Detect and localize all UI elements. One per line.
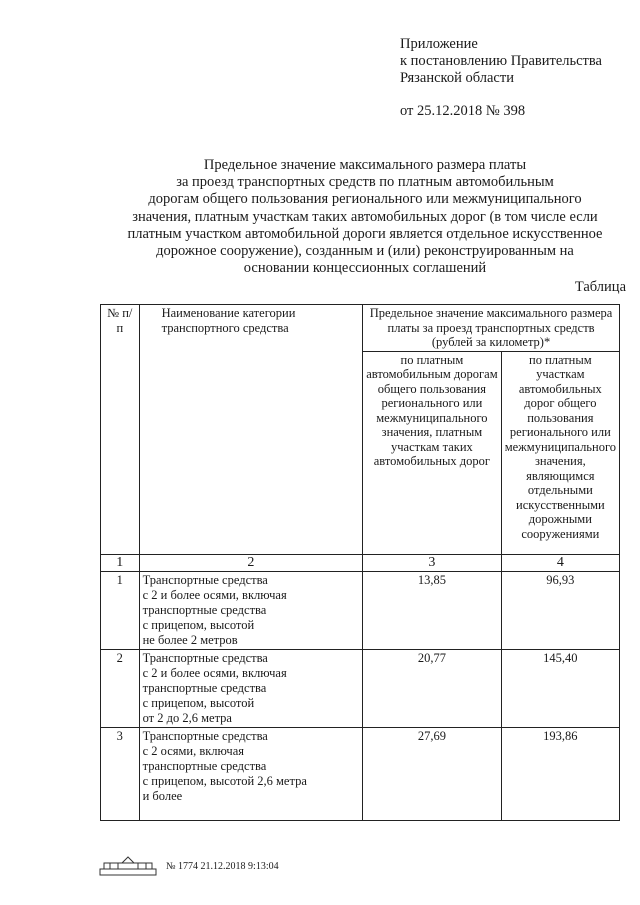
title-line: основании концессионных соглашений <box>243 260 487 277</box>
table-row <box>101 649 620 727</box>
annex-header <box>400 36 635 120</box>
category-line: транспортные средства <box>142 758 267 773</box>
category-line: с 2 осями, включая <box>142 743 244 758</box>
title-line: дорожное сооружение), созданным и (или) реконструированным на <box>156 243 574 260</box>
category-line: Транспортные средства <box>142 728 268 743</box>
category-line: и более <box>142 788 183 803</box>
title-line: за проезд транспортных средств по платным автомобильным <box>176 174 554 191</box>
category-line: с 2 и более осями, включая <box>142 587 287 602</box>
title-line: Предельное значение максимального размера платы <box>203 157 527 173</box>
category-line: Транспортные средства <box>142 650 268 665</box>
row-num: 3 <box>101 727 140 820</box>
row-value-structures: 145,40 <box>501 649 619 727</box>
table-header-row <box>101 305 620 352</box>
registration-text: № 1774 21.12.2018 9:13:04 <box>166 860 279 872</box>
title-line: дорогам общего пользования регионального или межмуниципального <box>148 191 582 208</box>
category-line: Транспортные средства <box>142 572 268 587</box>
category-line: не более 2 метров <box>142 632 238 647</box>
header-roads: по платным автомобильным дорогам общего пользования регионального или межмуниципального значения, платным участкам таких автомобильных дорог <box>363 351 502 554</box>
column-number: 2 <box>139 554 363 571</box>
category-line: с прицепом, высотой 2,6 метра <box>142 773 307 788</box>
column-number: 1 <box>101 554 140 571</box>
row-category <box>139 571 363 649</box>
category-line: от 2 до 2,6 метра <box>142 710 232 725</box>
title-line: значения, платным участкам таких автомобильных дорог (в том числе если <box>132 208 598 225</box>
header-max-value: Предельное значение максимального размера платы за проезд транспортных средств (рублей за километр)* <box>363 305 620 352</box>
row-num: 1 <box>101 571 140 649</box>
category-line: транспортные средства <box>142 680 267 695</box>
title-line: платным участком автомобильной дороги является отдельное искусственное <box>127 225 603 242</box>
row-category <box>139 649 363 727</box>
row-value-structures: 193,86 <box>501 727 619 820</box>
category-line: с прицепом, высотой <box>142 617 255 632</box>
annex-line: Рязанской области <box>400 70 514 86</box>
column-number: 4 <box>501 554 619 571</box>
row-value-roads: 27,69 <box>363 727 502 820</box>
category-line: с прицепом, высотой <box>142 695 255 710</box>
header-structures: по платным участкам автомобильных дорог общего пользования регионального или межмуниципального значения, являющимся отдельными искусственными дорожными сооружениями <box>501 351 619 554</box>
row-category <box>139 727 363 820</box>
annex-line: к постановлению Правительства <box>400 53 602 69</box>
annex-line: Приложение <box>400 36 478 52</box>
table-row <box>101 727 620 820</box>
row-value-roads: 13,85 <box>363 571 502 649</box>
fee-table <box>100 304 620 821</box>
annex-date: от 25.12.2018 № 398 <box>400 103 526 119</box>
column-number: 3 <box>363 554 502 571</box>
government-building-icon <box>98 855 158 877</box>
document-title <box>105 157 625 277</box>
row-value-structures: 96,93 <box>501 571 619 649</box>
row-num: 2 <box>101 649 140 727</box>
row-value-roads: 20,77 <box>363 649 502 727</box>
category-line: с 2 и более осями, включая <box>142 665 287 680</box>
header-num: № п/п <box>101 305 140 555</box>
table-row <box>101 571 620 649</box>
header-category: Наименование категории транспортного средства <box>139 305 363 555</box>
table-label: Таблица <box>574 279 626 295</box>
category-line: транспортные средства <box>142 602 267 617</box>
column-number-row <box>101 554 620 571</box>
registration-footer <box>98 855 279 877</box>
